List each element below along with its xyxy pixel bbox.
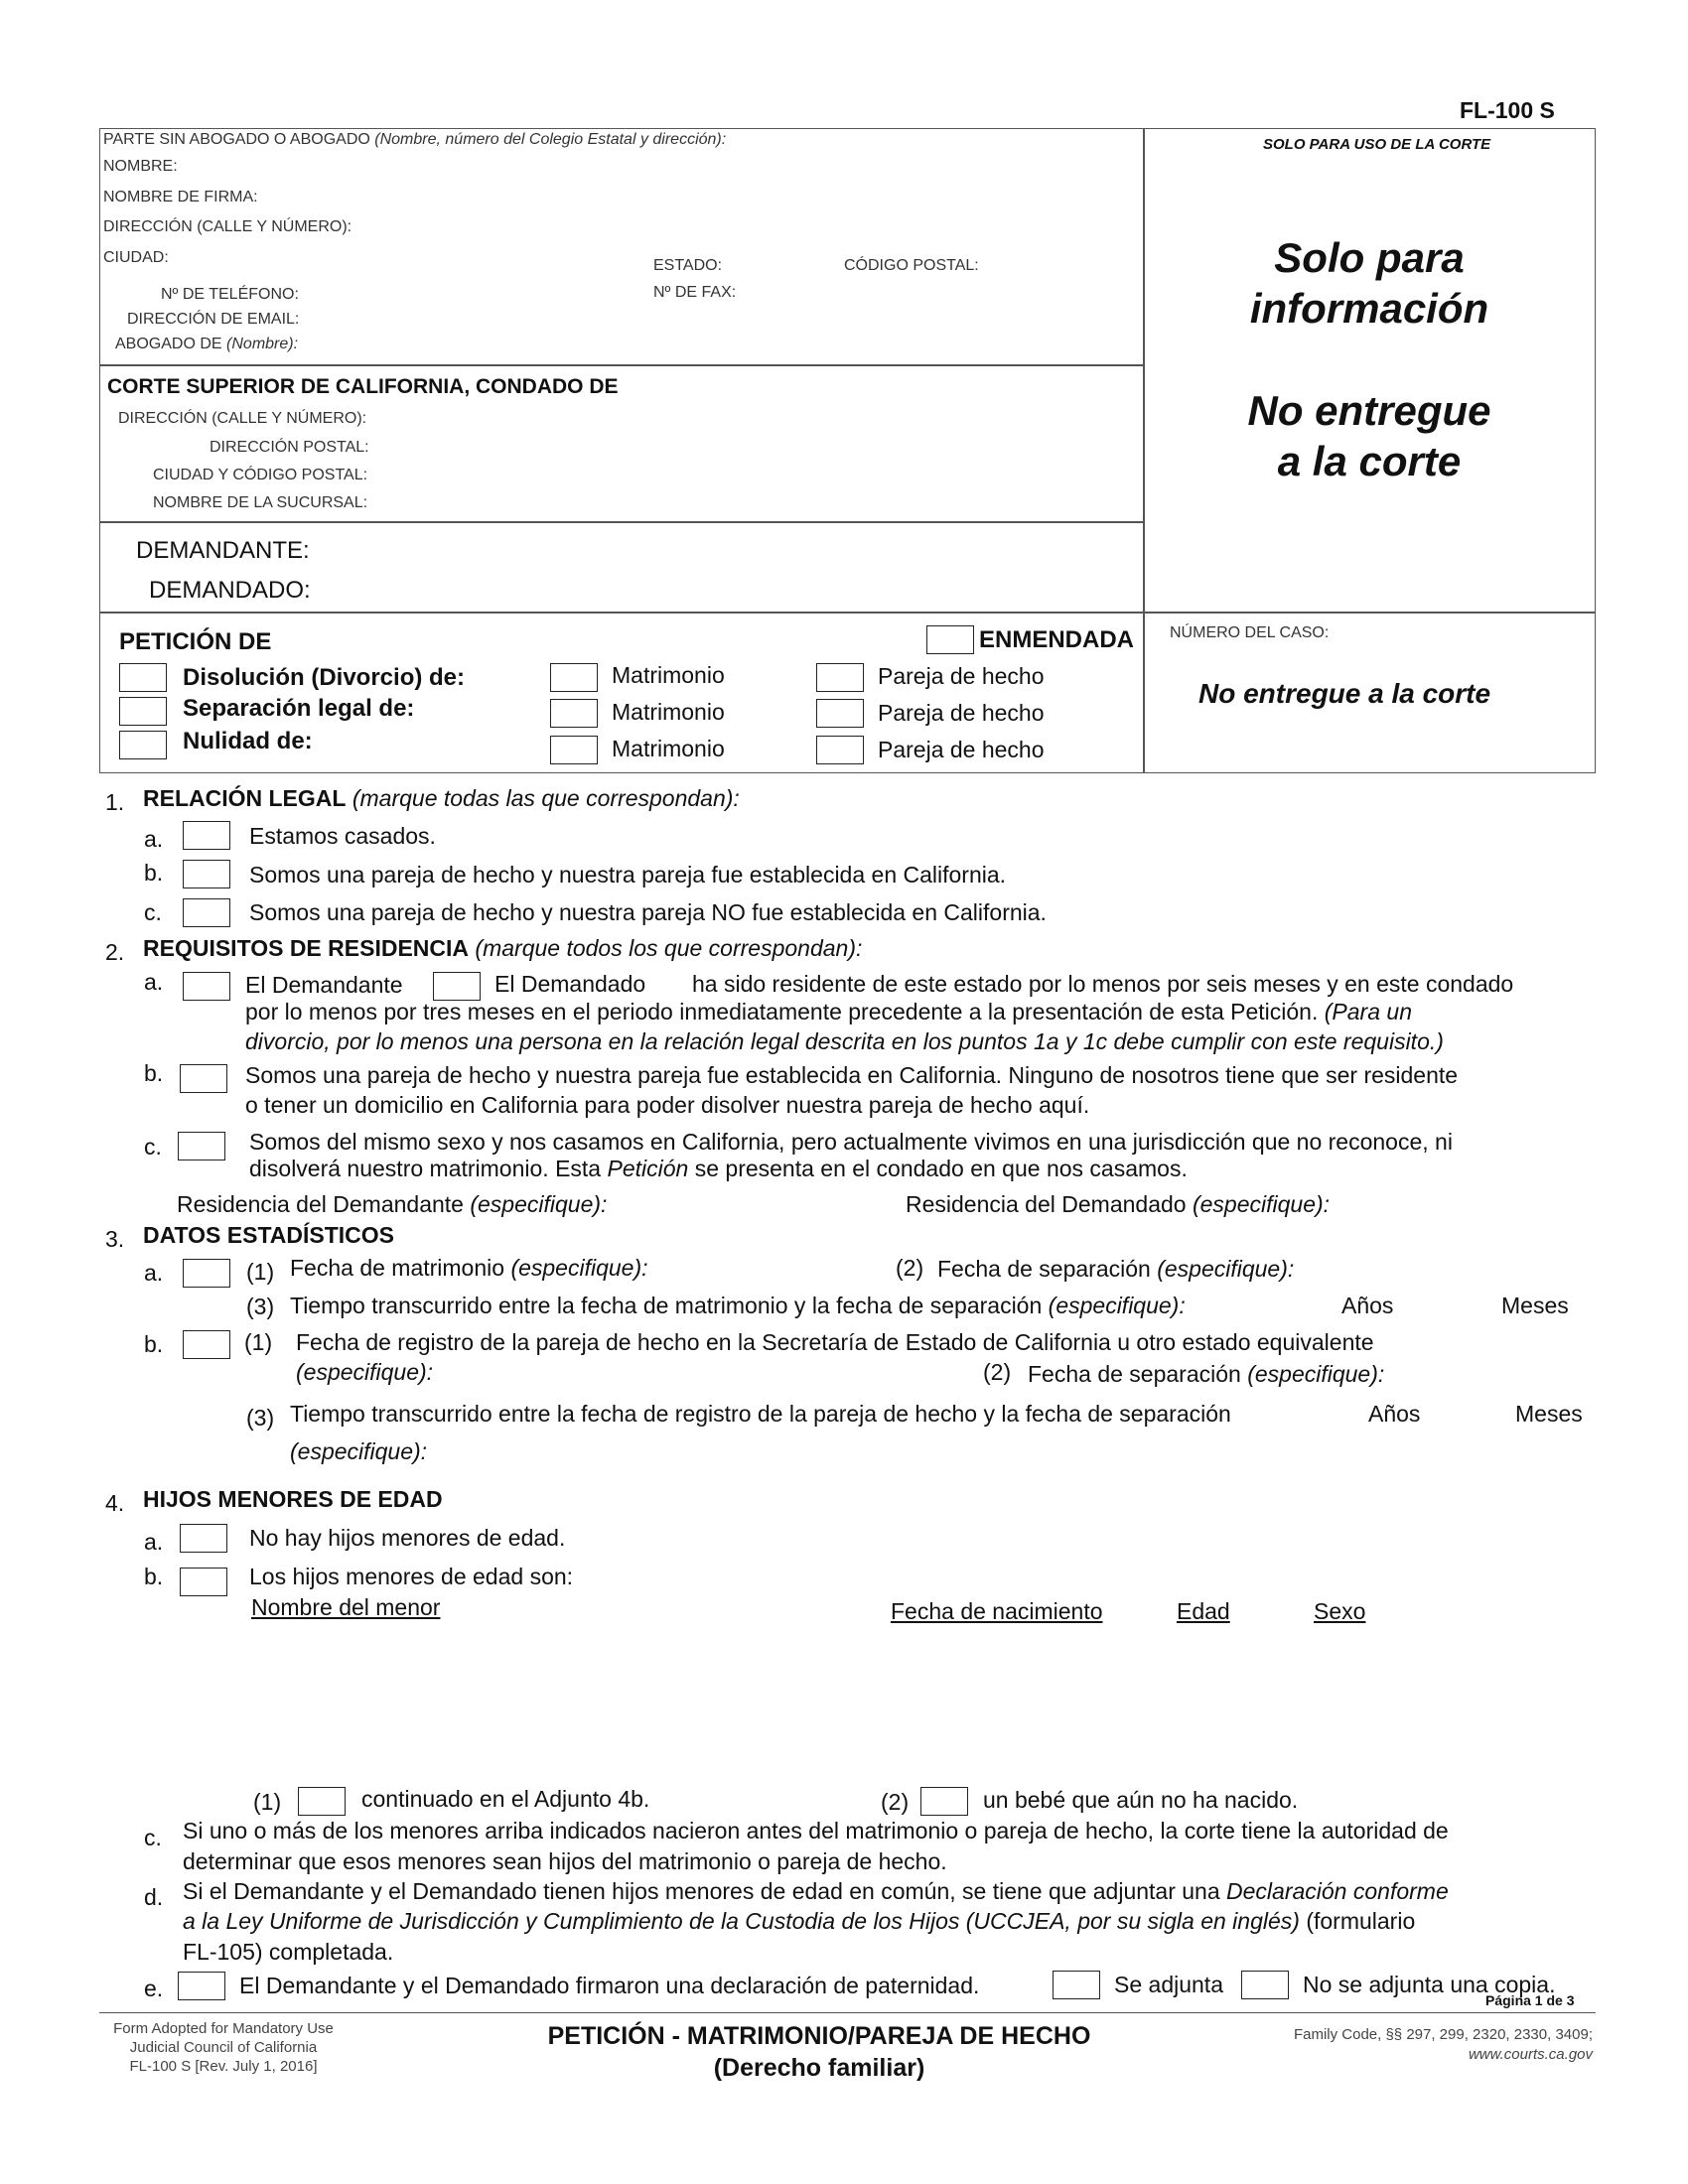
- s4b1-checkbox[interactable]: [298, 1787, 346, 1816]
- attorney-for-label: ABOGADO DE (Nombre):: [115, 336, 299, 352]
- dissolution-marriage-checkbox[interactable]: [550, 663, 598, 692]
- footer-title: [496, 2020, 1142, 2084]
- s4e-not-attached-label: No se adjunta una copia.: [1303, 1972, 1556, 1997]
- s1a-letter: a.: [144, 826, 164, 852]
- legal-separation-label: Separación legal de:: [183, 695, 415, 722]
- s1c-text: Somos una pareja de hecho y nuestra pareja NO fue establecida en California.: [249, 899, 1047, 925]
- footer-adopted: [99, 2019, 348, 2076]
- s1b-letter: b.: [144, 860, 164, 886]
- s1-number: 1.: [105, 789, 125, 815]
- city-label: CIUDAD:: [103, 249, 169, 266]
- attorney-box: [99, 128, 1145, 366]
- s1b-checkbox[interactable]: [183, 860, 230, 888]
- s2b-text-line1: Somos una pareja de hecho y nuestra pareja fue establecida en California. Ninguno de nosotros tiene que ser residente: [245, 1062, 1459, 1088]
- s4d-letter: d.: [144, 1884, 164, 1910]
- court-title: CORTE SUPERIOR DE CALIFORNIA, CONDADO DE: [107, 375, 619, 398]
- s2a-petitioner-checkbox[interactable]: [183, 972, 230, 1001]
- s3b1-number: (1): [244, 1329, 273, 1355]
- s4a-text: No hay hijos menores de edad.: [249, 1525, 566, 1551]
- form-id: FL-100 S: [1460, 97, 1555, 123]
- s2a-text-line1: ha sido residente de este estado por lo menos por seis meses y en este condado: [692, 971, 1514, 997]
- s2c-text-line2: disolverá nuestro matrimonio. Esta Petición se presenta en el condado en que nos casamos.: [249, 1156, 1188, 1181]
- s3b-years-label: Años: [1368, 1401, 1421, 1427]
- info-only-line1: Solo para: [1274, 234, 1465, 281]
- s4b-text: Los hijos menores de edad son:: [249, 1564, 574, 1589]
- s4a-letter: a.: [144, 1529, 164, 1555]
- s3b2-text: Fecha de separación (especifique):: [1028, 1361, 1385, 1387]
- footer-code-line: Family Code, §§ 297, 299, 2320, 2330, 3409;: [1293, 2026, 1593, 2043]
- nullity-checkbox[interactable]: [119, 731, 167, 759]
- footer-adopted-line3: FL-100 S [Rev. July 1, 2016]: [129, 2058, 318, 2075]
- s3b-checkbox[interactable]: [183, 1330, 230, 1359]
- s2a-text-line3: divorcio, por lo menos una persona en la relación legal descrita en los puntos 1a y 1c debe cumplir con este requisito.): [245, 1028, 1444, 1054]
- footer-adopted-line2: Judicial Council of California: [129, 2039, 318, 2056]
- s2a-respondent-checkbox[interactable]: [433, 972, 481, 1001]
- s2b-letter: b.: [144, 1060, 164, 1086]
- legal-separation-checkbox[interactable]: [119, 697, 167, 726]
- s3a3-text: Tiempo transcurrido entre la fecha de matrimonio y la fecha de separación (especifique):: [290, 1293, 1186, 1318]
- case-number-label: NÚMERO DEL CASO:: [1170, 624, 1330, 641]
- s3a-checkbox[interactable]: [183, 1259, 230, 1288]
- state-label: ESTADO:: [653, 257, 723, 274]
- s4e-attached-checkbox[interactable]: [1053, 1971, 1100, 1999]
- s4d-text-line3: FL-105) completada.: [183, 1939, 394, 1965]
- court-use-box: [1143, 128, 1596, 614]
- s4b2-number: (2): [881, 1789, 910, 1815]
- s2a-respondent-label: El Demandado: [494, 971, 646, 997]
- name-label: NOMBRE:: [103, 158, 178, 175]
- dissolution-checkbox[interactable]: [119, 663, 167, 692]
- petitioner-label: DEMANDANTE:: [136, 537, 310, 564]
- s3-number: 3.: [105, 1226, 125, 1252]
- children-col-dob: Fecha de nacimiento: [891, 1598, 1103, 1624]
- case-number-note: No entregue a la corte: [1198, 678, 1491, 709]
- info-only-line2: información: [1249, 285, 1489, 332]
- separation-marriage-checkbox[interactable]: [550, 699, 598, 728]
- s1a-text: Estamos casados.: [249, 823, 436, 849]
- children-col-age: Edad: [1177, 1598, 1230, 1624]
- s1a-checkbox[interactable]: [183, 821, 230, 850]
- dissolution-marriage-label: Matrimonio: [612, 662, 725, 688]
- court-city-zip-label: CIUDAD Y CÓDIGO POSTAL:: [153, 467, 368, 483]
- s3a2-text: Fecha de separación (especifique):: [937, 1256, 1295, 1282]
- s4b-checkbox[interactable]: [180, 1568, 227, 1596]
- s2c-letter: c.: [144, 1134, 162, 1160]
- s4b2-text: un bebé que aún no ha nacido.: [983, 1787, 1299, 1813]
- nullity-partnership-checkbox[interactable]: [816, 736, 864, 764]
- nullity-label: Nulidad de:: [183, 728, 313, 754]
- s1c-checkbox[interactable]: [183, 898, 230, 927]
- s2a-letter: a.: [144, 969, 164, 995]
- s3a-years-label: Años: [1341, 1293, 1394, 1318]
- s1-heading: RELACIÓN LEGAL (marque todas las que correspondan):: [143, 785, 740, 811]
- street-label: DIRECCIÓN (CALLE Y NÚMERO):: [103, 218, 352, 235]
- s3b1-text: Fecha de registro de la pareja de hecho en la Secretaría de Estado de California u otro estado equivalente: [296, 1329, 1374, 1355]
- s2b-text-line2: o tener un domicilio en California para poder disolver nuestra pareja de hecho aquí.: [245, 1092, 1090, 1118]
- s1b-text: Somos una pareja de hecho y nuestra pareja fue establecida en California.: [249, 862, 1007, 887]
- s3b3-text: Tiempo transcurrido entre la fecha de registro de la pareja de hecho y la fecha de separación: [290, 1401, 1231, 1427]
- court-use-title: SOLO PARA USO DE LA CORTE: [1263, 136, 1491, 153]
- court-mailing-label: DIRECCIÓN POSTAL:: [210, 439, 369, 456]
- s4e-not-attached-checkbox[interactable]: [1241, 1971, 1289, 1999]
- s3-heading: DATOS ESTADÍSTICOS: [143, 1222, 395, 1248]
- s4e-checkbox[interactable]: [178, 1972, 225, 2000]
- respondent-label: DEMANDADO:: [149, 577, 311, 604]
- s4a-checkbox[interactable]: [180, 1524, 227, 1553]
- s3a-months-label: Meses: [1501, 1293, 1569, 1318]
- firm-name-label: NOMBRE DE FIRMA:: [103, 189, 258, 205]
- s2-number: 2.: [105, 939, 125, 965]
- s3a1-text: Fecha de matrimonio (especifique):: [290, 1255, 648, 1281]
- nullity-marriage-label: Matrimonio: [612, 736, 725, 761]
- s1c-letter: c.: [144, 899, 162, 925]
- nullity-partnership-label: Pareja de hecho: [878, 737, 1045, 762]
- court-street-label: DIRECCIÓN (CALLE Y NÚMERO):: [118, 410, 367, 427]
- children-col-sex: Sexo: [1314, 1598, 1366, 1624]
- s3b-letter: b.: [144, 1331, 164, 1357]
- s2c-checkbox[interactable]: [178, 1132, 225, 1160]
- s2c-text-line1: Somos del mismo sexo y nos casamos en California, pero actualmente vivimos en una jurisdicción que no reconoce, ni: [249, 1129, 1453, 1155]
- page-number: Página 1 de 3: [1485, 1992, 1575, 2008]
- s4b2-checkbox[interactable]: [920, 1787, 968, 1816]
- footer-code: [1192, 2025, 1593, 2065]
- s4e-text: El Demandante y el Demandado firmaron una declaración de paternidad.: [239, 1973, 980, 1998]
- no-submit-line1: No entregue: [1247, 387, 1491, 434]
- s4e-letter: e.: [144, 1976, 164, 2001]
- s4b1-number: (1): [253, 1789, 282, 1815]
- amended-label: ENMENDADA: [979, 626, 1134, 653]
- attorney-label: PARTE SIN ABOGADO O ABOGADO (Nombre, número del Colegio Estatal y dirección):: [103, 131, 727, 148]
- s4e-attached-label: Se adjunta: [1114, 1972, 1223, 1997]
- s2a-petitioner-label: El Demandante: [245, 972, 403, 998]
- separation-partnership-checkbox[interactable]: [816, 699, 864, 728]
- s3a1-number: (1): [246, 1259, 275, 1285]
- no-submit-line2: a la corte: [1277, 438, 1462, 484]
- separation-partnership-label: Pareja de hecho: [878, 700, 1045, 726]
- s2a-text-line2: por lo menos por tres meses en el periodo inmediatamente precedente a la presentación de esta Petición. (Para un: [245, 999, 1412, 1024]
- dissolution-partnership-checkbox[interactable]: [816, 663, 864, 692]
- s3b2-number: (2): [983, 1359, 1012, 1385]
- dissolution-partnership-label: Pareja de hecho: [878, 663, 1045, 689]
- respondent-residence-label: Residencia del Demandado (especifique):: [906, 1191, 1331, 1217]
- footer-rule: [99, 2012, 1596, 2013]
- s4c-letter: c.: [144, 1825, 162, 1850]
- petition-title: PETICIÓN DE: [119, 628, 272, 655]
- s4c-text-line1: Si uno o más de los menores arriba indicados nacieron antes del matrimonio o pareja de hecho, la corte tiene la autoridad de: [183, 1818, 1449, 1843]
- footer-website[interactable]: www.courts.ca.gov: [1468, 2046, 1593, 2063]
- nullity-marriage-checkbox[interactable]: [550, 736, 598, 764]
- s3a3-number: (3): [246, 1294, 275, 1319]
- s3b3-specify: (especifique):: [290, 1438, 428, 1464]
- s4b1-text: continuado en el Adjunto 4b.: [361, 1786, 650, 1812]
- petitioner-residence-label: Residencia del Demandante (especifique):: [177, 1191, 608, 1217]
- s2-heading: REQUISITOS DE RESIDENCIA (marque todos los que correspondan):: [143, 935, 863, 961]
- footer-adopted-line1: Form Adopted for Mandatory Use: [113, 2020, 334, 2037]
- phone-label: Nº DE TELÉFONO:: [161, 286, 299, 303]
- separation-marriage-label: Matrimonio: [612, 699, 725, 725]
- s4d-text-line2: a la Ley Uniforme de Jurisdicción y Cumplimiento de la Custodia de los Hijos (UCCJEA, por su sigla en inglés) (formulario: [183, 1908, 1416, 1934]
- amended-checkbox[interactable]: [926, 625, 974, 654]
- zip-label: CÓDIGO POSTAL:: [844, 257, 979, 274]
- court-branch-label: NOMBRE DE LA SUCURSAL:: [153, 494, 368, 511]
- dissolution-label: Disolución (Divorcio) de:: [183, 664, 466, 691]
- footer-title-line2: (Derecho familiar): [713, 2054, 925, 2082]
- s3b3-number: (3): [246, 1405, 275, 1431]
- s4-number: 4.: [105, 1490, 125, 1516]
- s3b1-specify: (especifique):: [296, 1359, 434, 1385]
- email-label: DIRECCIÓN DE EMAIL:: [127, 311, 300, 328]
- children-col-name: Nombre del menor: [251, 1594, 441, 1620]
- fax-label: Nº DE FAX:: [653, 284, 737, 301]
- s3a2-number: (2): [896, 1255, 924, 1281]
- s3b-months-label: Meses: [1515, 1401, 1583, 1427]
- s4-heading: HIJOS MENORES DE EDAD: [143, 1486, 443, 1512]
- s3a-letter: a.: [144, 1260, 164, 1286]
- footer-title-line1: PETICIÓN - MATRIMONIO/PAREJA DE HECHO: [547, 2022, 1091, 2050]
- s4d-text-line1: Si el Demandante y el Demandado tienen hijos menores de edad en común, se tiene que adjuntar una Declaración conforme: [183, 1878, 1449, 1904]
- s4b-letter: b.: [144, 1564, 164, 1589]
- s2b-checkbox[interactable]: [180, 1064, 227, 1093]
- s4c-text-line2: determinar que esos menores sean hijos del matrimonio o pareja de hecho.: [183, 1848, 947, 1874]
